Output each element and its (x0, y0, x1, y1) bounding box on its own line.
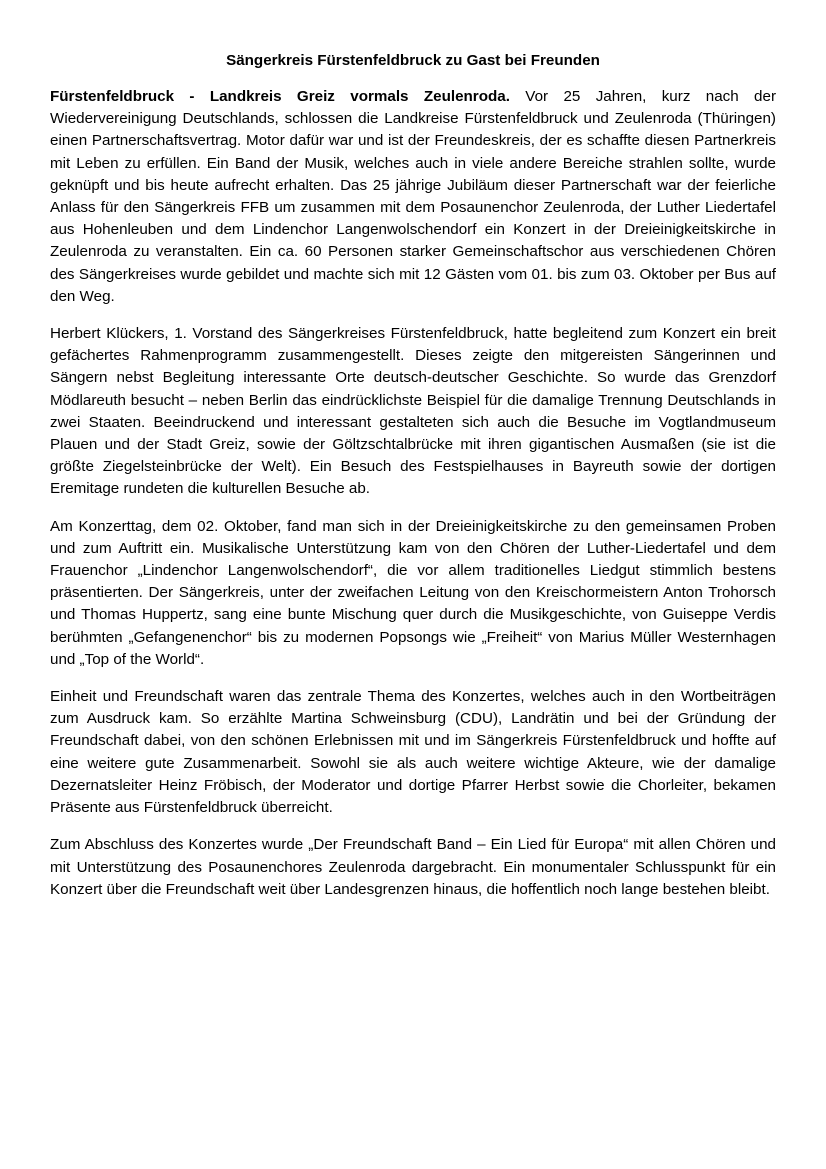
article-title: Sängerkreis Fürstenfeldbruck zu Gast bei Freunden (226, 52, 600, 69)
paragraph-1-text: Vor 25 Jahren, kurz nach der Wiedervereinigung Deutschlands, schlossen die Landkreise Fürstenfeldbruck und Zeulenroda (Thüringen) einen Partnerschaftsvertrag. Motor dafür war und ist der Freundeskreis, der es schaffte diesen Partnerkreis mit Leben zu erfüllen. Ein Band der Musik, welches auch in viele andere Bereiche strahlen sollte, wurde geknüpft und bis heute aufrecht erhalten. Das 25 jährige Jubiläum dieser Partnerschaft war der feierliche Anlass für den Sängerkreis FFB um zusammen mit dem Posaunenchor Zeulenroda, der Luther Liedertafel aus Hohenleuben und dem Lindenchor Langenwolschendorf ein Konzert in der Dreieinigkeitskirche in Zeulenroda zu veranstalten. Ein ca. 60 Personen starker Gemeinschaftschor aus verschiedenen Chören des Sängerkreises wurde gebildet und machte sich mit 12 Gästen vom 01. bis zum 03. Oktober per Bus auf den Weg. (50, 88, 777, 305)
paragraph-1-lead: Fürstenfeldbruck - Landkreis Greiz vormals Zeulenroda. (50, 88, 510, 105)
paragraph-5: Zum Abschluss des Konzertes wurde „Der Freundschaft Band – Ein Lied für Europa“ mit allen Chören und mit Unterstützung des Posaunenchores Zeulenroda dargebracht. Ein monumentaler Schlusspunkt für ein Konzert über die Freundschaft weit über Landesgrenzen hinaus, die hoffentlich noch lange bestehen bleibt. (50, 836, 776, 898)
paragraph-2: Herbert Klückers, 1. Vorstand des Sängerkreises Fürstenfeldbruck, hatte begleitend zum Konzert ein breit gefächertes Rahmenprogramm zusammengestellt. Dieses zeigte den mitgereisten Sängerinnen und Sängern nebst Begleitung interessante Orte deutsch-deutscher Geschichte. So wurde das Grenzdorf Mödlareuth besucht – neben Berlin das eindrücklichste Beispiel für die damalige Trennung Deutschlands in zwei Staaten. Beeindruckend und interessant gestalteten sich auch die Besuche im Vogtlandmuseum Plauen und der Stadt Greiz, sowie der Göltzschtalbrücke mit ihren gigantischen Ausmaßen (sie ist die größte Ziegelsteinbrücke der Welt). Ein Besuch des Festspielhauses in Bayreuth sowie der dortigen Eremitage rundeten die kulturellen Besuche ab. (50, 325, 776, 498)
document-page (50, 50, 776, 916)
paragraph-4: Einheit und Freundschaft waren das zentrale Thema des Konzertes, welches auch in den Wortbeiträgen zum Ausdruck kam. So erzählte Martina Schweinsburg (CDU), Landrätin und bei der Gründung der Freundschaft dabei, von den schönen Erlebnissen mit und im Sängerkreis Fürstenfeldbruck und hoffte auf eine weitere gute Zusammenarbeit. Sowohl sie als auch weitere wichtige Akteure, wie der damalige Dezernatsleiter Heinz Fröbisch, der Moderator und dortige Pfarrer Herbst sowie die Chorleiter, bekamen Präsente aus Fürstenfeldbruck überreicht. (50, 688, 776, 817)
paragraph-1 (50, 86, 776, 308)
paragraph-3: Am Konzerttag, dem 02. Oktober, fand man sich in der Dreieinigkeitskirche zu den gemeinsamen Proben und zum Auftritt ein. Musikalische Unterstützung kam von den Chören der Luther-Liedertafel und dem Frauenchor „Lindenchor Langenwolschendorf“, die vor allem traditionelles Liedgut stimmlich bestens präsentierten. Der Sängerkreis, unter der zweifachen Leitung von den Kreischormeistern Anton Trohorsch und Thomas Huppertz, sang eine bunte Mischung quer durch die Musikgeschichte, von Guiseppe Verdis berühmten „Gefangenenchor“ bis zu modernen Popsongs wie „Freiheit“ von Marius Müller Westernhagen und „Top of the World“. (50, 517, 776, 668)
